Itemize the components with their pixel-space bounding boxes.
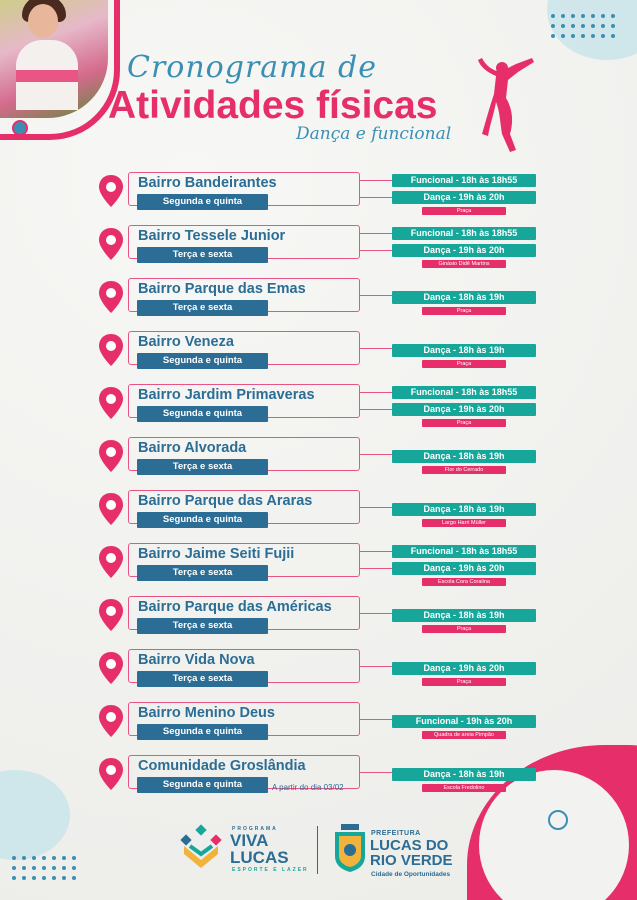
schedule-row — [0, 331, 637, 376]
prefeitura-crest — [333, 824, 367, 872]
venue-badge: Praça — [422, 360, 506, 368]
neighborhood-name: Bairro Jaime Seiti Fujii — [138, 546, 295, 562]
weekday-badge: Terça e sexta — [137, 618, 268, 634]
activity-badge: Dança - 19h às 20h — [392, 562, 536, 575]
venue-badge: Flor do Cerrado — [422, 466, 506, 474]
map-pin-icon — [97, 651, 125, 685]
connector-line — [360, 568, 392, 569]
city-line-2: RIO VERDE — [370, 852, 453, 869]
weekday-badge: Terça e sexta — [137, 671, 268, 687]
lucas-line: LUCAS — [230, 848, 289, 867]
weekday-badge: Terça e sexta — [137, 459, 268, 475]
activity-badge: Funcional - 19h às 20h — [392, 715, 536, 728]
neighborhood-name: Bairro Parque das Emas — [138, 281, 306, 297]
city-slogan: Cidade de Oportunidades — [371, 871, 451, 878]
weekday-badge: Segunda e quinta — [137, 353, 268, 369]
activity-badge: Funcional - 18h às 18h55 — [392, 386, 536, 399]
connector-line — [360, 348, 392, 349]
neighborhood-name: Bairro Jardim Primaveras — [138, 387, 315, 403]
schedule-row — [0, 596, 637, 641]
schedule-row — [0, 702, 637, 747]
connector-line — [360, 551, 392, 552]
weekday-badge: Segunda e quinta — [137, 512, 268, 528]
start-date-note: A partir do dia 03/02 — [272, 783, 344, 792]
decorative-ring — [548, 810, 568, 830]
neighborhood-name: Bairro Parque das Américas — [138, 599, 332, 615]
venue-badge: Largo Harri Müller — [422, 519, 506, 527]
activity-badge: Dança - 18h às 19h — [392, 344, 536, 357]
connector-line — [360, 250, 392, 251]
venue-badge: Praça — [422, 625, 506, 633]
connector-line — [360, 772, 392, 773]
decorative-dots — [12, 856, 76, 880]
connector-line — [360, 180, 392, 181]
map-pin-icon — [97, 174, 125, 208]
decorative-ring — [12, 120, 28, 136]
footer-divider — [317, 826, 318, 874]
title-line-1: Cronograma de — [127, 50, 377, 85]
viva-lucas-logo — [178, 824, 224, 870]
schedule-row — [0, 384, 637, 429]
venue-badge: Praça — [422, 678, 506, 686]
activity-badge: Dança - 18h às 19h — [392, 609, 536, 622]
prefeitura-label: PREFEITURA — [371, 830, 421, 837]
schedule-row — [0, 225, 637, 270]
weekday-badge: Segunda e quinta — [137, 194, 268, 210]
schedule-row — [0, 649, 637, 694]
map-pin-icon — [97, 757, 125, 791]
activity-badge: Dança - 19h às 20h — [392, 191, 536, 204]
connector-line — [360, 666, 392, 667]
weekday-badge: Terça e sexta — [137, 300, 268, 316]
map-pin-icon — [97, 227, 125, 261]
schedule-row — [0, 437, 637, 482]
map-pin-icon — [97, 598, 125, 632]
venue-badge: Escola Cora Coralina — [422, 578, 506, 586]
schedule-row — [0, 490, 637, 535]
page-title: Atividades físicas — [108, 84, 438, 127]
connector-line — [360, 507, 392, 508]
city-line-1: LUCAS DO — [370, 837, 449, 854]
neighborhood-name: Bairro Menino Deus — [138, 705, 275, 721]
venue-badge: Praça — [422, 207, 506, 215]
map-pin-icon — [97, 280, 125, 314]
connector-line — [360, 454, 392, 455]
map-pin-icon — [97, 492, 125, 526]
schedule-row — [0, 543, 637, 588]
schedule-row — [0, 755, 637, 800]
program-label: PROGRAMA — [232, 826, 278, 832]
neighborhood-name: Bairro Alvorada — [138, 440, 247, 456]
schedule-row — [0, 172, 637, 217]
connector-line — [360, 197, 392, 198]
city-name — [370, 838, 453, 868]
venue-badge: Praça — [422, 307, 506, 315]
venue-badge: Praça — [422, 419, 506, 427]
connector-line — [360, 613, 392, 614]
activity-badge: Dança - 18h às 19h — [392, 291, 536, 304]
schedule-row — [0, 278, 637, 323]
neighborhood-name: Bairro Bandeirantes — [138, 175, 277, 191]
activity-badge: Dança - 18h às 19h — [392, 503, 536, 516]
map-pin-icon — [97, 439, 125, 473]
weekday-badge: Segunda e quinta — [137, 406, 268, 422]
viva-line: VIVA — [230, 831, 269, 850]
venue-badge: Ginásio Didê Martins — [422, 260, 506, 268]
activity-badge: Dança - 18h às 19h — [392, 768, 536, 781]
subtitle: Dança e funcional — [296, 124, 452, 144]
decorative-dots — [551, 14, 615, 38]
neighborhood-name: Bairro Vida Nova — [138, 652, 255, 668]
venue-badge: Quadra de areia Pimpão — [422, 731, 506, 739]
viva-lucas-wordmark — [230, 832, 289, 866]
connector-line — [360, 409, 392, 410]
decorative-swoosh — [0, 0, 120, 140]
neighborhood-name: Comunidade Groslândia — [138, 758, 306, 774]
connector-line — [360, 233, 392, 234]
weekday-badge: Terça e sexta — [137, 247, 268, 263]
map-pin-icon — [97, 333, 125, 367]
map-pin-icon — [97, 386, 125, 420]
activity-badge: Dança - 19h às 20h — [392, 244, 536, 257]
activity-badge: Dança - 18h às 19h — [392, 450, 536, 463]
neighborhood-name: Bairro Tessele Junior — [138, 228, 286, 244]
neighborhood-name: Bairro Veneza — [138, 334, 234, 350]
weekday-badge: Segunda e quinta — [137, 724, 268, 740]
dancer-silhouette-icon — [476, 54, 536, 154]
weekday-badge: Segunda e quinta — [137, 777, 268, 793]
venue-badge: Escola Fredolino — [422, 784, 506, 792]
viva-subtitle: ESPORTE E LAZER — [232, 867, 309, 873]
activity-badge: Funcional - 18h às 18h55 — [392, 174, 536, 187]
activity-badge: Dança - 19h às 20h — [392, 403, 536, 416]
map-pin-icon — [97, 704, 125, 738]
connector-line — [360, 392, 392, 393]
connector-line — [360, 719, 392, 720]
activity-badge: Funcional - 18h às 18h55 — [392, 545, 536, 558]
connector-line — [360, 295, 392, 296]
activity-badge: Funcional - 18h às 18h55 — [392, 227, 536, 240]
weekday-badge: Terça e sexta — [137, 565, 268, 581]
neighborhood-name: Bairro Parque das Araras — [138, 493, 313, 509]
map-pin-icon — [97, 545, 125, 579]
activity-badge: Dança - 19h às 20h — [392, 662, 536, 675]
